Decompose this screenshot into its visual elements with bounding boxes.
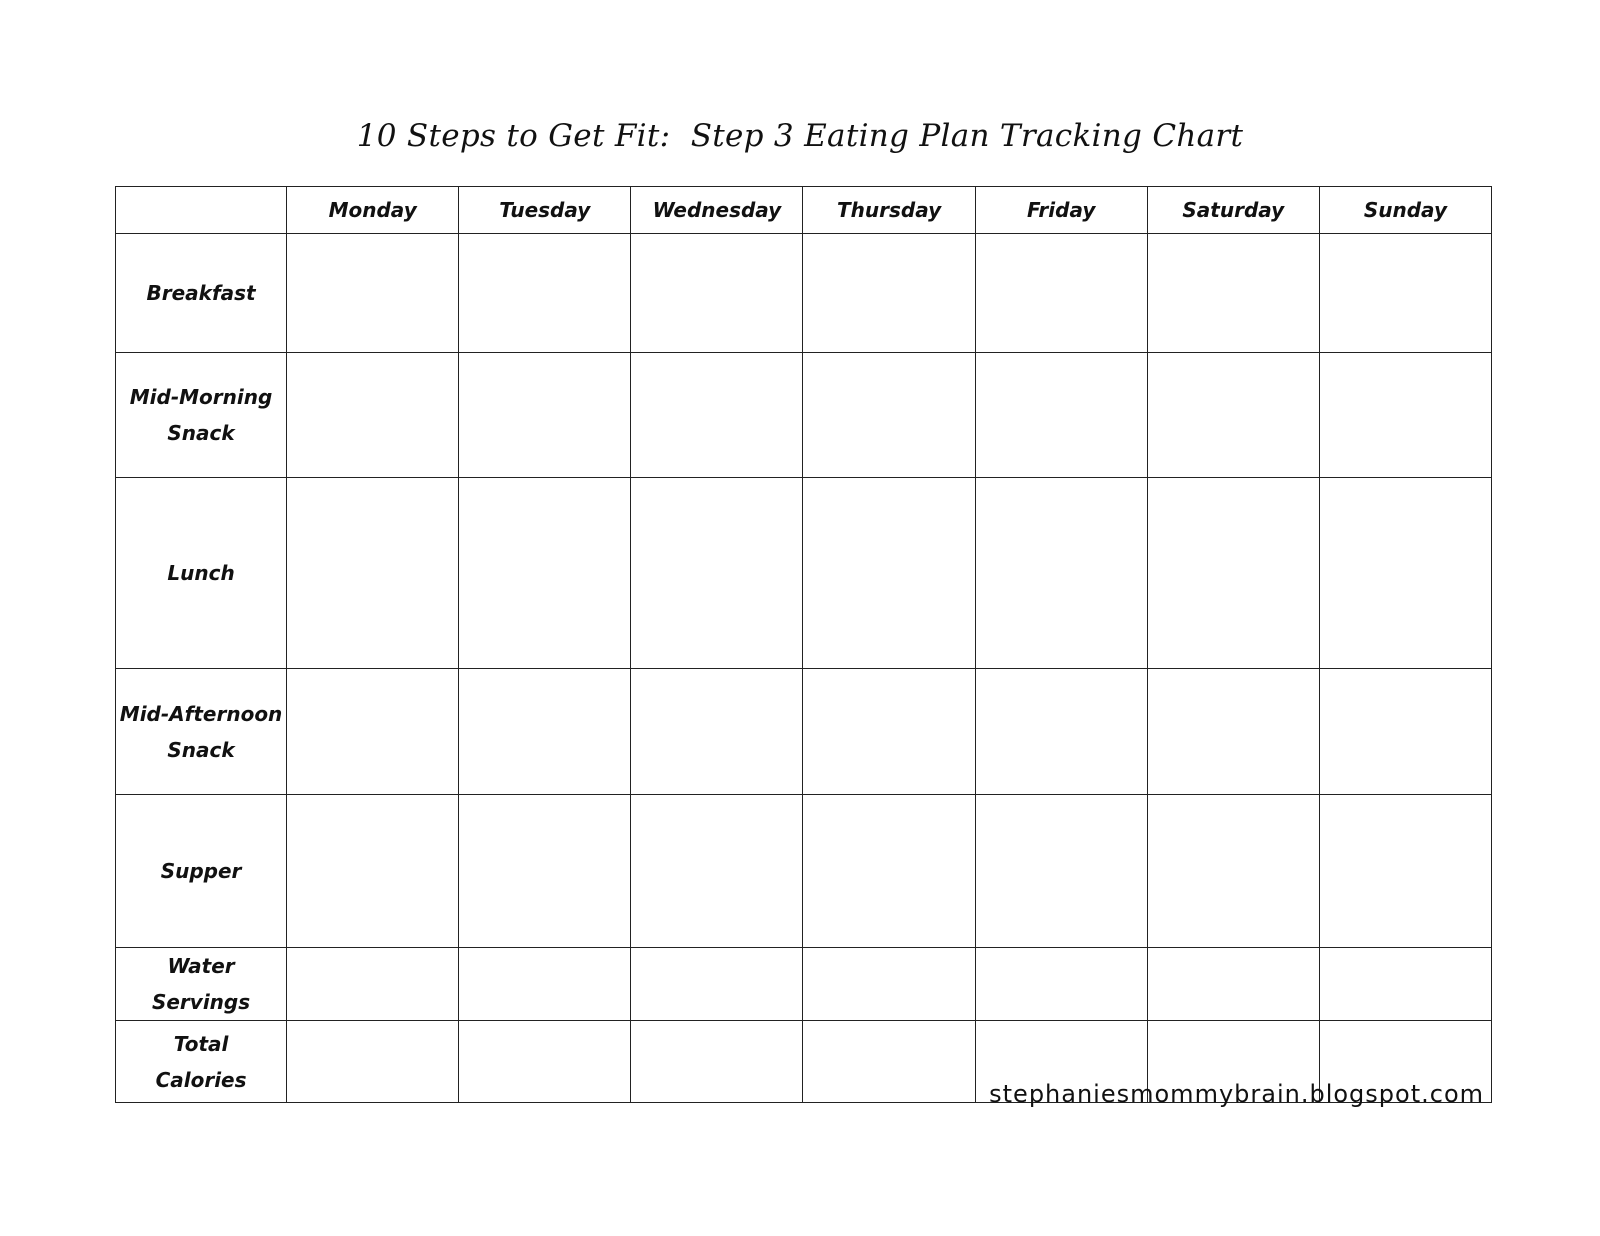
- entry-cell[interactable]: [975, 353, 1147, 478]
- entry-cell[interactable]: [459, 478, 631, 669]
- entry-cell[interactable]: [459, 948, 631, 1021]
- entry-cell[interactable]: [975, 948, 1147, 1021]
- entry-cell[interactable]: [1319, 669, 1491, 795]
- eating-plan-table: [115, 186, 1492, 1103]
- entry-cell[interactable]: [803, 1021, 975, 1103]
- entry-cell[interactable]: [459, 669, 631, 795]
- entry-cell[interactable]: [1147, 948, 1319, 1021]
- entry-cell[interactable]: [631, 669, 803, 795]
- entry-cell[interactable]: [287, 1021, 459, 1103]
- day-header-thursday: Thursday: [803, 187, 975, 234]
- row-label-line: Mid-Morning: [129, 385, 273, 409]
- row-label-line: Mid-Afternoon: [119, 701, 283, 726]
- day-header-sunday: Sunday: [1319, 187, 1491, 234]
- header-row: [116, 187, 1492, 234]
- row-supper: [116, 795, 1492, 948]
- entry-cell[interactable]: [1147, 234, 1319, 353]
- entry-cell[interactable]: [287, 353, 459, 478]
- row-label-total-calories: [116, 1021, 287, 1103]
- entry-cell[interactable]: [287, 234, 459, 353]
- entry-cell[interactable]: [1147, 669, 1319, 795]
- entry-cell[interactable]: [631, 478, 803, 669]
- row-label-line: Breakfast: [146, 281, 256, 305]
- row-label-line: Calories: [155, 1067, 247, 1092]
- entry-cell[interactable]: [803, 795, 975, 948]
- row-water-servings: [116, 948, 1492, 1021]
- row-label-mid-afternoon-snack: [116, 669, 287, 795]
- row-label-water-servings: [116, 948, 287, 1021]
- entry-cell[interactable]: [631, 234, 803, 353]
- entry-cell[interactable]: [1319, 353, 1491, 478]
- entry-cell[interactable]: [803, 948, 975, 1021]
- day-header-saturday: Saturday: [1147, 187, 1319, 234]
- row-label-mid-morning-snack: [116, 353, 287, 478]
- entry-cell[interactable]: [975, 234, 1147, 353]
- row-label-breakfast: [116, 234, 287, 353]
- entry-cell[interactable]: [459, 234, 631, 353]
- entry-cell[interactable]: [631, 1021, 803, 1103]
- entry-cell[interactable]: [1319, 948, 1491, 1021]
- row-label-line: Supper: [160, 859, 242, 883]
- entry-cell[interactable]: [287, 478, 459, 669]
- day-header-wednesday: Wednesday: [631, 187, 803, 234]
- row-label-line: Water Servings: [151, 954, 251, 1014]
- row-mid-afternoon-snack: [116, 669, 1492, 795]
- entry-cell[interactable]: [803, 478, 975, 669]
- row-label-line: Snack: [167, 737, 235, 762]
- entry-cell[interactable]: [975, 795, 1147, 948]
- row-label-lunch: [116, 478, 287, 669]
- row-label-line: Lunch: [167, 561, 235, 585]
- day-header-friday: Friday: [975, 187, 1147, 234]
- corner-cell: [116, 187, 287, 234]
- entry-cell[interactable]: [975, 478, 1147, 669]
- entry-cell[interactable]: [803, 669, 975, 795]
- entry-cell[interactable]: [1147, 353, 1319, 478]
- entry-cell[interactable]: [1319, 795, 1491, 948]
- row-label-line: Total: [173, 1031, 229, 1056]
- entry-cell[interactable]: [631, 948, 803, 1021]
- entry-cell[interactable]: [287, 948, 459, 1021]
- entry-cell[interactable]: [631, 353, 803, 478]
- entry-cell[interactable]: [459, 1021, 631, 1103]
- page-title: 10 Steps to Get Fit: Step 3 Eating Plan Tracking Chart: [356, 118, 1244, 154]
- entry-cell[interactable]: [1319, 234, 1491, 353]
- entry-cell[interactable]: [631, 795, 803, 948]
- row-mid-morning-snack: [116, 353, 1492, 478]
- entry-cell[interactable]: [1147, 478, 1319, 669]
- entry-cell[interactable]: [459, 353, 631, 478]
- blog-url-footer: stephaniesmommybrain.blogspot.com: [989, 1080, 1484, 1108]
- day-header-monday: Monday: [287, 187, 459, 234]
- row-label-line: Snack: [167, 421, 235, 445]
- entry-cell[interactable]: [287, 669, 459, 795]
- entry-cell[interactable]: [975, 669, 1147, 795]
- entry-cell[interactable]: [803, 234, 975, 353]
- entry-cell[interactable]: [803, 353, 975, 478]
- entry-cell[interactable]: [287, 795, 459, 948]
- entry-cell[interactable]: [1147, 795, 1319, 948]
- row-breakfast: [116, 234, 1492, 353]
- day-header-tuesday: Tuesday: [459, 187, 631, 234]
- entry-cell[interactable]: [1319, 478, 1491, 669]
- row-label-supper: [116, 795, 287, 948]
- row-lunch: [116, 478, 1492, 669]
- entry-cell[interactable]: [459, 795, 631, 948]
